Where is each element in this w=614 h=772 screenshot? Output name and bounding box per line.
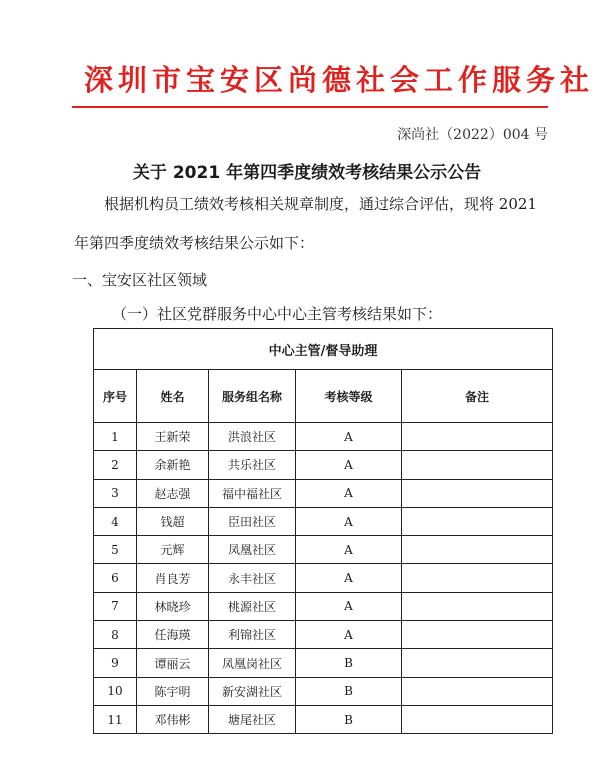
cell-number: 2 xyxy=(94,451,137,479)
cell-name: 赵志强 xyxy=(137,479,209,507)
results-table xyxy=(93,328,553,734)
intro-line-2: 年第四季度绩效考核结果公示如下： xyxy=(74,234,315,252)
header-group: 服务组名称 xyxy=(209,370,296,423)
cell-note xyxy=(402,705,553,733)
cell-note xyxy=(402,649,553,677)
cell-group: 桃源社区 xyxy=(209,592,296,620)
intro-line-1: 根据机构员工绩效考核相关规章制度，通过综合评估，现将 2021 xyxy=(104,195,537,213)
table-row xyxy=(94,705,553,733)
cell-grade: B xyxy=(296,649,402,677)
cell-number: 6 xyxy=(94,564,137,592)
cell-name: 肖良芳 xyxy=(137,564,209,592)
cell-name: 林晓珍 xyxy=(137,592,209,620)
cell-group: 臣田社区 xyxy=(209,507,296,535)
cell-number: 7 xyxy=(94,592,137,620)
table-row xyxy=(94,423,553,451)
table-row xyxy=(94,592,553,620)
cell-name: 陈宇明 xyxy=(137,677,209,705)
table-row xyxy=(94,677,553,705)
cell-grade: A xyxy=(296,479,402,507)
cell-grade: A xyxy=(296,423,402,451)
table-row xyxy=(94,507,553,535)
cell-name: 王新荣 xyxy=(137,423,209,451)
table-row xyxy=(94,649,553,677)
organization-header: 深圳市宝安区尚德社会工作服务社 xyxy=(84,63,595,97)
cell-group: 利锦社区 xyxy=(209,621,296,649)
header-note: 备注 xyxy=(402,370,553,423)
cell-group: 凤凰社区 xyxy=(209,536,296,564)
table-row xyxy=(94,479,553,507)
cell-number: 3 xyxy=(94,479,137,507)
cell-number: 10 xyxy=(94,677,137,705)
table-row xyxy=(94,451,553,479)
document-number: 深尚社（2022）004 号 xyxy=(397,127,548,143)
table-row xyxy=(94,621,553,649)
header-name: 姓名 xyxy=(137,370,209,423)
cell-note xyxy=(402,479,553,507)
table-group-title: 中心主管/督导助理 xyxy=(94,329,553,370)
cell-grade: B xyxy=(296,677,402,705)
cell-note xyxy=(402,677,553,705)
cell-group: 福中福社区 xyxy=(209,479,296,507)
header-number: 序号 xyxy=(94,370,137,423)
cell-number: 4 xyxy=(94,507,137,535)
cell-grade: A xyxy=(296,451,402,479)
cell-number: 8 xyxy=(94,621,137,649)
cell-grade: B xyxy=(296,705,402,733)
cell-name: 任海瑛 xyxy=(137,621,209,649)
cell-grade: A xyxy=(296,592,402,620)
cell-note xyxy=(402,564,553,592)
cell-grade: A xyxy=(296,564,402,592)
table-row xyxy=(94,564,553,592)
header-divider xyxy=(72,106,548,108)
cell-number: 11 xyxy=(94,705,137,733)
cell-number: 9 xyxy=(94,649,137,677)
cell-group: 共乐社区 xyxy=(209,451,296,479)
cell-note xyxy=(402,423,553,451)
cell-number: 1 xyxy=(94,423,137,451)
cell-name: 谭丽云 xyxy=(137,649,209,677)
cell-name: 余新艳 xyxy=(137,451,209,479)
notice-title: 关于 2021 年第四季度绩效考核结果公示公告 xyxy=(132,163,482,183)
cell-group: 凤凰岗社区 xyxy=(209,649,296,677)
cell-group: 洪浪社区 xyxy=(209,423,296,451)
cell-group: 塘尾社区 xyxy=(209,705,296,733)
cell-name: 钱超 xyxy=(137,507,209,535)
cell-name: 邓伟彬 xyxy=(137,705,209,733)
cell-note xyxy=(402,621,553,649)
cell-note xyxy=(402,536,553,564)
cell-note xyxy=(402,451,553,479)
cell-group: 永丰社区 xyxy=(209,564,296,592)
subsection-heading: （一）社区党群服务中心中心主管考核结果如下： xyxy=(112,305,443,323)
cell-grade: A xyxy=(296,621,402,649)
header-grade: 考核等级 xyxy=(296,370,402,423)
cell-grade: A xyxy=(296,536,402,564)
cell-group: 新安湖社区 xyxy=(209,677,296,705)
table-row xyxy=(94,536,553,564)
cell-name: 元辉 xyxy=(137,536,209,564)
cell-number: 5 xyxy=(94,536,137,564)
section-heading: 一、宝安区社区领域 xyxy=(72,271,208,289)
cell-note xyxy=(402,592,553,620)
cell-note xyxy=(402,507,553,535)
cell-grade: A xyxy=(296,507,402,535)
